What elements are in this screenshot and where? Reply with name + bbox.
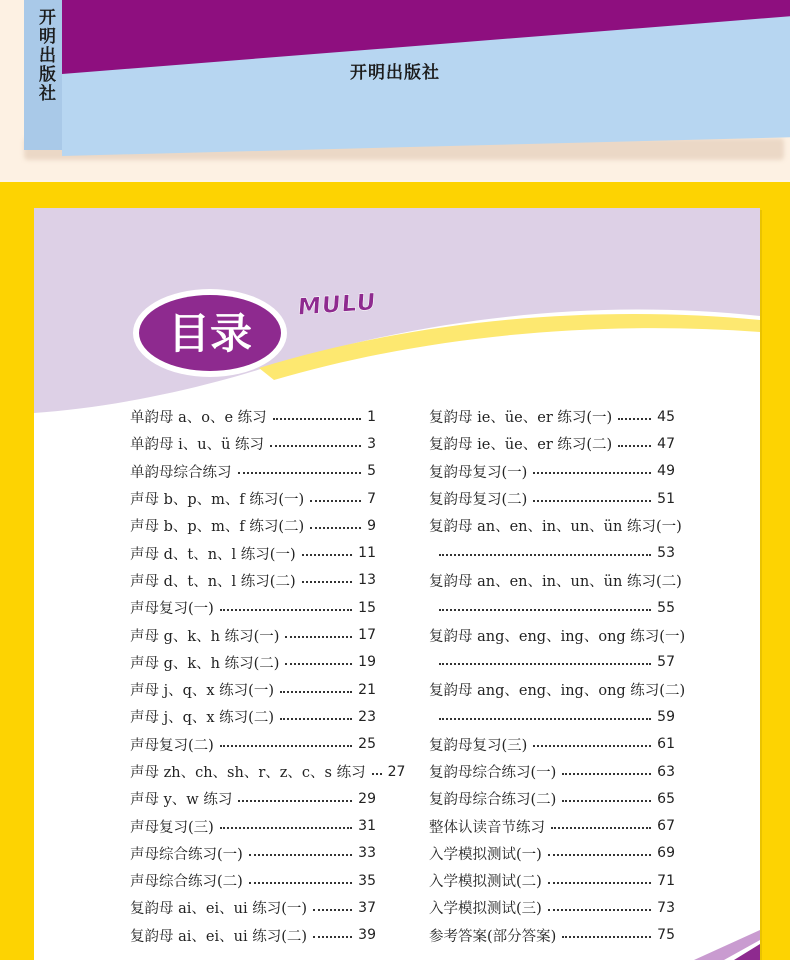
- toc-entry[interactable]: [130, 594, 376, 621]
- toc-entry[interactable]: [130, 539, 376, 566]
- toc-subtitle: MULU: [296, 289, 378, 321]
- toc-entry-page: 13: [358, 572, 376, 589]
- toc-leader-dots: [280, 718, 352, 720]
- toc-leader-dots: [618, 445, 651, 447]
- toc-entry-label: 入学模拟测试(三): [429, 901, 542, 918]
- toc-left-column: [130, 403, 406, 949]
- toc-entry-label: 声母 zh、ch、sh、r、z、c、s 练习: [130, 765, 366, 781]
- toc-entry[interactable]: [429, 430, 675, 457]
- toc-entry-label: 参考答案(部分答案): [429, 928, 557, 945]
- toc-entry-page: 59: [657, 708, 675, 725]
- toc-leader-dots: [220, 609, 352, 611]
- toc-leader-dots: [302, 554, 353, 556]
- book-cover: [0, 0, 790, 180]
- toc-entry-label: 复韵母 ai、ei、ui 练习(二): [130, 928, 308, 945]
- toc-leader-dots: [533, 472, 651, 474]
- toc-entry-page: 45: [657, 408, 675, 425]
- toc-entry[interactable]: [429, 458, 675, 485]
- cover-publisher: 开明出版社: [350, 63, 440, 83]
- toc-entry-page: 23: [358, 708, 376, 725]
- toc-entry[interactable]: [130, 621, 376, 648]
- toc-entry-page: 3: [367, 435, 376, 452]
- toc-entry-page: 19: [358, 654, 376, 671]
- toc-leader-dots: [548, 882, 651, 884]
- toc-entry[interactable]: [429, 567, 682, 594]
- toc-entry-label: 单韵母综合练习: [130, 464, 232, 481]
- toc-entry[interactable]: [429, 703, 675, 730]
- toc-entry[interactable]: [429, 812, 675, 839]
- toc-entry-page: 11: [358, 545, 376, 562]
- toc-leader-dots: [439, 663, 651, 665]
- toc-entry-label: 声母综合练习(一): [130, 846, 243, 863]
- toc-leader-dots: [562, 936, 651, 938]
- toc-entry-label: 入学模拟测试(二): [429, 874, 542, 891]
- toc-entry-page: 75: [657, 927, 675, 944]
- toc-leader-dots: [533, 500, 651, 502]
- toc-entry[interactable]: [130, 758, 406, 785]
- toc-entry[interactable]: [429, 840, 675, 867]
- toc-entry-label: 单韵母 i、u、ü 练习: [130, 437, 265, 454]
- toc-entry-label: 声母复习(二): [130, 737, 214, 754]
- toc-entry-page: 33: [358, 845, 376, 862]
- toc-entry-label: 单韵母 a、o、e 练习: [130, 410, 267, 427]
- toc-title-badge: [131, 288, 289, 378]
- toc-entry-page: 35: [358, 872, 376, 889]
- toc-entry-page: 55: [657, 599, 675, 616]
- toc-entry-label: 声母 j、q、x 练习(一): [130, 683, 274, 700]
- toc-entry-label: 复韵母 an、en、in、un、ün 练习(一): [429, 519, 682, 536]
- toc-entry-page: 25: [358, 736, 376, 753]
- toc-entry-label: 整体认读音节练习: [429, 819, 545, 836]
- toc-entry-label: 复韵母复习(三): [429, 737, 528, 754]
- toc-entry-page: 21: [358, 681, 376, 698]
- toc-entry[interactable]: [429, 758, 675, 785]
- toc-leader-dots: [313, 936, 352, 938]
- toc-entry[interactable]: [429, 867, 675, 894]
- toc-entry-page: 67: [657, 818, 675, 835]
- toc-entry[interactable]: [130, 922, 376, 949]
- toc-entry-label: 复韵母 ang、eng、ing、ong 练习(一): [429, 628, 686, 645]
- toc-leader-dots: [270, 445, 361, 447]
- toc-entry-label: 入学模拟测试(一): [429, 846, 542, 863]
- spine-publisher: 开明出版社: [35, 8, 55, 103]
- toc-entry-label: 复韵母综合练习(一): [429, 765, 557, 781]
- toc-entry-label: 声母 b、p、m、f 练习(二): [130, 519, 305, 536]
- toc-entry[interactable]: [429, 485, 675, 512]
- toc-leader-dots: [562, 800, 651, 802]
- toc-entry[interactable]: [429, 676, 686, 703]
- toc-entry[interactable]: [429, 621, 686, 648]
- toc-entry-label: 复韵母 ang、eng、ing、ong 练习(二): [429, 683, 686, 700]
- toc-entry[interactable]: [130, 840, 376, 867]
- toc-entry-label: 声母 d、t、n、l 练习(二): [130, 573, 296, 590]
- toc-entry-page: 1: [367, 408, 376, 425]
- toc-entry[interactable]: [130, 894, 376, 921]
- toc-entry[interactable]: [429, 512, 682, 539]
- toc-entry[interactable]: [130, 812, 376, 839]
- toc-entry-label: 复韵母 ie、üe、er 练习(二): [429, 437, 613, 454]
- toc-entry-label: 复韵母复习(二): [429, 492, 528, 509]
- toc-leader-dots: [220, 745, 352, 747]
- toc-entry[interactable]: [130, 731, 376, 758]
- toc-entry-label: 复韵母 an、en、in、un、ün 练习(二): [429, 573, 682, 590]
- toc-entry-page: 71: [657, 872, 675, 889]
- toc-entry-page: 37: [358, 899, 376, 916]
- toc-entry[interactable]: [429, 731, 675, 758]
- toc-leader-dots: [313, 909, 352, 911]
- toc-entry-label: 声母 g、k、h 练习(一): [130, 628, 280, 645]
- toc-entry-label: 声母 b、p、m、f 练习(一): [130, 492, 305, 509]
- toc-entry-page: 57: [657, 654, 675, 671]
- toc-entry-label: 声母 j、q、x 练习(二): [130, 710, 274, 727]
- toc-entry[interactable]: [130, 703, 376, 730]
- toc-leader-dots: [273, 418, 361, 420]
- toc-entry-page: 69: [657, 845, 675, 862]
- toc-entry[interactable]: [429, 594, 675, 621]
- toc-leader-dots: [548, 909, 651, 911]
- toc-leader-dots: [310, 527, 361, 529]
- toc-leader-dots: [249, 854, 352, 856]
- toc-entry[interactable]: [130, 430, 376, 457]
- toc-entry[interactable]: [130, 567, 376, 594]
- toc-leader-dots: [439, 554, 651, 556]
- toc-leader-dots: [439, 718, 651, 720]
- toc-entry-page: 17: [358, 627, 376, 644]
- toc-entry[interactable]: [130, 485, 376, 512]
- toc-entry[interactable]: [130, 649, 376, 676]
- toc-entry[interactable]: [130, 512, 376, 539]
- toc-entry-label: 声母 g、k、h 练习(二): [130, 655, 280, 672]
- toc-entry-label: 复韵母 ai、ei、ui 练习(一): [130, 901, 308, 918]
- toc-entry-label: 复韵母复习(一): [429, 464, 528, 481]
- toc-entry-page: 63: [657, 763, 675, 780]
- toc-leader-dots: [551, 827, 651, 829]
- toc-entry-page: 9: [367, 517, 376, 534]
- toc-entry[interactable]: [429, 539, 675, 566]
- toc-entry-label: 复韵母综合练习(二): [429, 792, 557, 809]
- toc-entry-page: 61: [657, 736, 675, 753]
- toc-entry[interactable]: [130, 676, 376, 703]
- toc-entry[interactable]: [130, 867, 376, 894]
- toc-entry[interactable]: [130, 785, 376, 812]
- toc-entry-page: 5: [367, 463, 376, 480]
- toc-entry[interactable]: [429, 403, 675, 430]
- toc-leader-dots: [285, 636, 352, 638]
- toc-entry[interactable]: [429, 649, 675, 676]
- toc-entry-page: 49: [657, 463, 675, 480]
- toc-leader-dots: [238, 800, 352, 802]
- toc-entry-page: 73: [657, 899, 675, 916]
- toc-entry-label: 声母 d、t、n、l 练习(一): [130, 546, 296, 563]
- toc-leader-dots: [533, 745, 651, 747]
- toc-entry-page: 65: [657, 790, 675, 807]
- toc-entry-page: 7: [367, 490, 376, 507]
- toc-entry-page: 39: [358, 927, 376, 944]
- toc-page: [34, 208, 760, 960]
- toc-entry[interactable]: [429, 894, 675, 921]
- toc-leader-dots: [249, 882, 352, 884]
- toc-entry-page: 27: [387, 763, 406, 780]
- toc-leader-dots: [548, 854, 651, 856]
- toc-right-column: [429, 403, 686, 949]
- toc-leader-dots: [238, 472, 362, 474]
- toc-entry-label: 声母综合练习(二): [130, 874, 243, 891]
- toc-entry-label: 复韵母 ie、üe、er 练习(一): [429, 410, 613, 427]
- toc-entry-page: 51: [657, 490, 675, 507]
- toc-entry[interactable]: [130, 458, 376, 485]
- toc-leader-dots: [439, 609, 651, 611]
- toc-entry-label: 声母复习(一): [130, 601, 214, 618]
- toc-leader-dots: [618, 418, 651, 420]
- toc-entry-page: 53: [657, 545, 675, 562]
- toc-entry-page: 31: [358, 818, 376, 835]
- toc-leader-dots: [372, 773, 382, 775]
- toc-entry[interactable]: [130, 403, 376, 430]
- toc-entry-page: 15: [358, 599, 376, 616]
- toc-leader-dots: [562, 773, 651, 775]
- toc-entry[interactable]: [429, 785, 675, 812]
- toc-title: 目录: [167, 309, 253, 358]
- toc-entry-label: 声母复习(三): [130, 819, 214, 836]
- toc-entry[interactable]: [429, 922, 675, 949]
- toc-entry-page: 29: [358, 790, 376, 807]
- toc-leader-dots: [220, 827, 352, 829]
- toc-leader-dots: [285, 663, 352, 665]
- toc-entry-page: 47: [657, 435, 675, 452]
- toc-leader-dots: [310, 500, 361, 502]
- toc-leader-dots: [280, 691, 352, 693]
- toc-leader-dots: [302, 581, 353, 583]
- toc-entry-label: 声母 y、w 练习: [130, 792, 233, 809]
